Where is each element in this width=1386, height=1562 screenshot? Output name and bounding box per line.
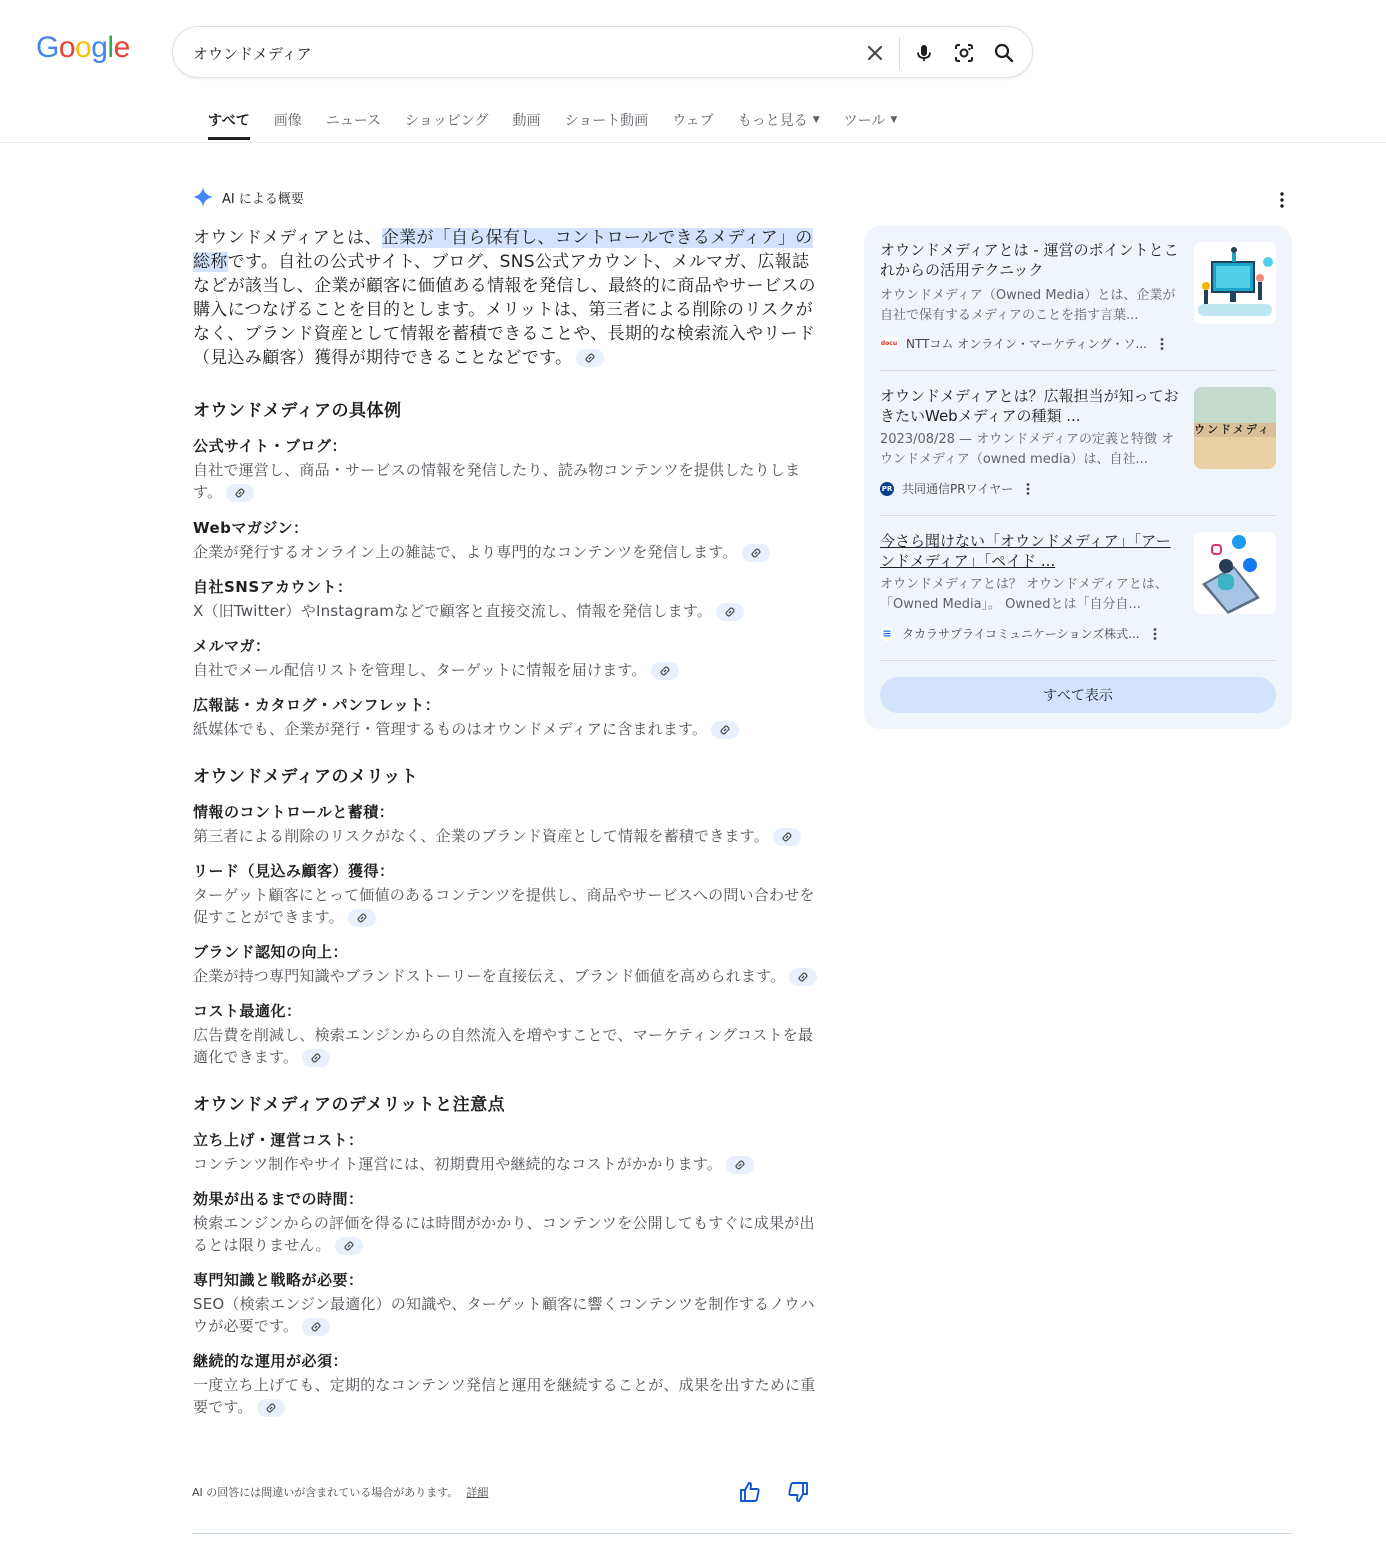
source-title[interactable]: 今さら聞けない「オウンドメディア」「アーンドメディア」「ペイド ... [880,532,1171,570]
source-snippet: オウンドメディア（Owned Media）とは、企業が自社で保有するメディアのことを指す言葉... [880,288,1176,323]
thumbs-down-icon[interactable] [786,1480,810,1504]
bullet-title: 専門知識と戦略が必要： [193,1271,364,1289]
bullet-title: ブランド認知の向上： [193,943,349,961]
section-heading: オウンドメディアのデメリットと注意点 [193,1095,506,1115]
source-thumbnail[interactable] [1194,532,1276,614]
microphone-icon[interactable] [910,39,938,67]
sources-panel [864,226,1292,729]
bullet-description: 第三者による削除のリスクがなく、企業のブランド資産として情報を蓄積できます。 [193,825,823,847]
lens-camera-icon[interactable] [950,39,978,67]
search-tabs [208,110,921,140]
tab-images[interactable]: 画像 [273,113,302,129]
gemini-sparkle-icon [192,186,214,208]
tab-short-videos[interactable]: ショート動画 [564,113,649,129]
bullet-title: コスト最適化： [193,1002,302,1020]
source-link-icon[interactable] [226,484,254,502]
card-divider [880,660,1276,661]
bullet-description: X（旧Twitter）やInstagramなどで顧客と直接交流し、情報を発信します。 [193,600,823,622]
bullet-title: 公式サイト・ブログ： [193,437,347,455]
tab-all[interactable]: すべて [208,110,250,140]
more-options-icon[interactable] [1148,627,1162,641]
source-snippet: 2023/08/28 — オウンドメディアの定義と特徴 オウンドメディア（owned media）は、自社... [880,432,1175,467]
card-divider [880,370,1276,371]
social-media-illustration [1194,532,1276,614]
search-input[interactable] [193,41,833,65]
source-site: PR 共同通信PRワイヤー [880,480,1035,497]
source-site: ≡ タカラサプライコミュニケーションズ株式... [880,625,1162,642]
bullet-description: 紙媒体でも、企業が発行・管理するものはオウンドメディアに含まれます。 [193,718,823,740]
tabs-divider [0,142,1386,143]
source-title[interactable]: オウンドメディアとは - 運営のポイントとこれからの活用テクニック [880,241,1179,279]
ai-overview-body [193,226,823,1418]
site-favicon: ≡ [880,627,894,641]
ai-overview-summary: オウンドメディアとは、企業が「自ら保有し、コントロールできるメディア」の総称です。自社の公式サイト、ブログ、SNS公式アカウント、メルマガ、広報誌などが該当し、企業が顧客に価値ある情報を発信し、最終的に商品やサービスの購入につなげることを目的とします。メリットは、第三者による削除のリスクがなく、ブランド資産として情報を蓄積できることや、長期的な検索流入やリード（見込み顧客）獲得が期待できることなどです。 [193,228,816,368]
bullet-title: 広報誌・カタログ・パンフレット： [193,696,441,714]
tab-shopping[interactable]: ショッピング [405,113,489,129]
bullet-title: 効果が出るまでの時間： [193,1190,364,1208]
source-link-icon[interactable] [651,662,679,680]
source-thumbnail[interactable] [1194,242,1276,324]
section-heading: オウンドメディアのメリット [193,767,419,787]
source-site: docu NTTコム オンライン・マーケティング・ソ... [880,335,1169,352]
more-options-icon[interactable] [1272,190,1292,210]
bullet-title: リード（見込み顧客）獲得： [193,862,395,880]
more-options-icon[interactable] [1021,482,1035,496]
bullet-description: 自社でメール配信リストを管理し、ターゲットに情報を届けます。 [193,659,823,681]
tab-tools[interactable]: ツール ▼ [843,113,898,129]
source-link-icon[interactable] [726,1156,754,1174]
bullet-title: 自社SNSアカウント： [193,578,353,596]
caret-down-icon: ▼ [890,115,898,125]
source-link-icon[interactable] [302,1318,330,1336]
source-card[interactable] [880,240,1276,352]
bottom-divider [192,1533,1292,1534]
section-heading: オウンドメディアの具体例 [193,401,402,421]
tab-news[interactable]: ニュース [325,113,382,129]
source-link-icon[interactable] [711,721,739,739]
source-card[interactable] [880,531,1276,643]
source-thumbnail[interactable] [1194,387,1276,469]
bullet-description: SEO（検索エンジン最適化）の知識や、ターゲット顧客に響くコンテンツを制作するノウハウが必要です。 [193,1295,815,1335]
ai-disclaimer: AI の回答には間違いが含まれている場合があります。 詳細 [192,1486,489,1499]
search-divider [899,37,900,69]
source-link-icon[interactable] [773,828,801,846]
bullet-title: 情報のコントロールと蓄積： [193,803,395,821]
source-link-icon[interactable] [576,349,604,367]
bullet-description: 検索エンジンからの評価を得るには時間がかかり、コンテンツを公開してもすぐに成果が出るとは限りません。 [193,1214,815,1254]
source-title[interactable]: オウンドメディアとは？広報担当が知っておきたいWebメディアの種類 ... [880,387,1179,425]
card-divider [880,515,1276,516]
source-link-icon[interactable] [302,1049,330,1067]
source-link-icon[interactable] [257,1399,285,1417]
thumbnail-text: ウンドメディ [1194,423,1276,437]
bullet-description: 広告費を削減し、検索エンジンからの自然流入を増やすことで、マーケティングコストを最適化できます。 [193,1026,814,1066]
highlighted-definition: 企業が「自ら保有し、コントロールできるメディア」の総称 [193,228,813,272]
ai-overview-header: AI による概要 [192,186,304,208]
bullet-description: 一度立ち上げても、定期的なコンテンツ発信と運用を継続することが、成果を出すために重要です。 [193,1376,816,1416]
illustration-image [1194,242,1276,324]
search-box[interactable] [172,26,1033,78]
bullet-title: 継続的な運用が必須： [193,1352,349,1370]
clear-icon[interactable] [861,39,889,67]
source-snippet: オウンドメディアとは？ オウンドメディアとは、「Owned Media」。 Ownedとは「自分自... [880,577,1168,612]
search-icon[interactable] [990,39,1018,67]
site-favicon: docu [880,337,898,351]
caret-down-icon: ▼ [812,115,820,125]
source-link-icon[interactable] [335,1237,363,1255]
bullet-title: メルマガ： [193,637,271,655]
source-link-icon[interactable] [742,544,770,562]
site-favicon: PR [880,482,894,496]
bullet-description: 企業が持つ専門知識やブランドストーリーを直接伝え、ブランド価値を高められます。 [193,965,823,987]
bullet-description: 企業が発行するオンライン上の雑誌で、より専門的なコンテンツを発信します。 [193,541,823,563]
google-logo[interactable]: Google [36,31,130,64]
source-link-icon[interactable] [716,603,744,621]
source-link-icon[interactable] [789,968,817,986]
bullet-description: ターゲット顧客にとって価値のあるコンテンツを提供し、商品やサービスへの問い合わせを促すことができます。 [193,886,815,926]
show-all-button[interactable]: すべて表示 [880,677,1276,713]
tab-web[interactable]: ウェブ [672,113,714,129]
source-card[interactable] [880,386,1276,498]
bullet-title: Webマガジン： [193,519,309,537]
bullet-description: コンテンツ制作やサイト運営には、初期費用や継続的なコストがかかります。 [193,1153,823,1175]
bullet-title: 立ち上げ・運営コスト： [193,1131,364,1149]
source-link-icon[interactable] [348,909,376,927]
tab-videos[interactable]: 動画 [512,113,541,129]
thumbs-up-icon[interactable] [738,1480,762,1504]
more-options-icon[interactable] [1155,337,1169,351]
tab-more[interactable]: もっと見る ▼ [737,113,820,129]
bullet-description: 自社で運営し、商品・サービスの情報を発信したり、読み物コンテンツを提供したりします。 [193,461,801,501]
details-link[interactable]: 詳細 [466,1486,489,1499]
